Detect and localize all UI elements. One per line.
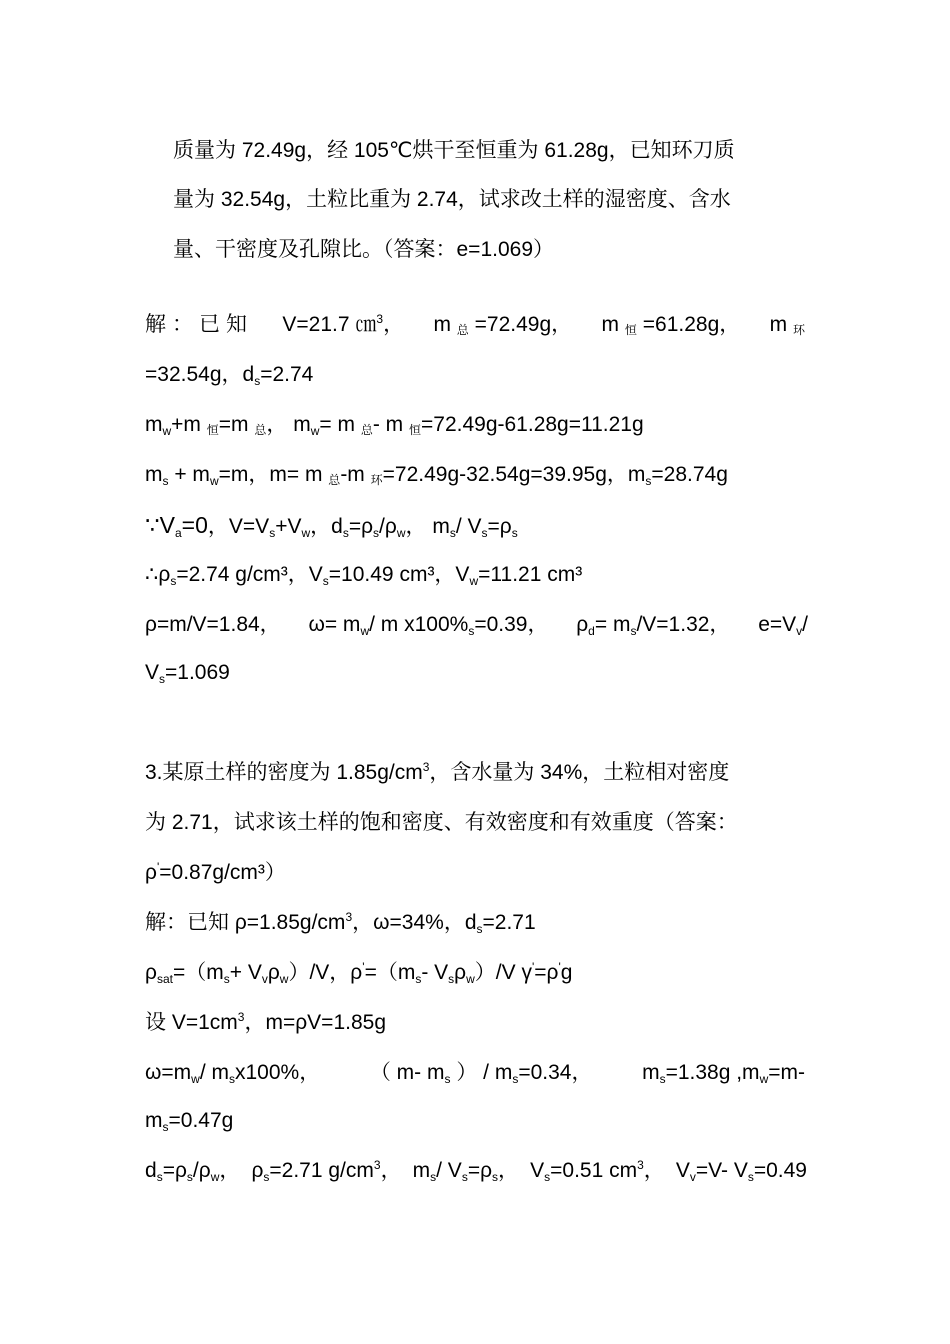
solution1-line-4: $m_s + m_w=m$，m= m 总-m 环=72.49g-32.54g=39.95g，$m_s=28.74g$ — [145, 463, 728, 488]
question3-line-4: 解：已知 $\rho=1.85g/cm^3$，ω=34%，$d_s=2.71$ — [145, 910, 536, 936]
question3-line-6: 设 $V=1cm^3$，m=ρV=1.85g — [145, 1010, 386, 1034]
solution1-line-3: $m_w+m$ 恒=m 总， $m_w= m$ 总- m 恒=72.49g-61.28g=11.21g — [145, 413, 644, 438]
solution1-line-7: ρ=m/V=1.84， $\omega= m_w/$ m $x100\%_s=0.39$， $\rho_d= m_s/V=1.32$， $e=V_v/$ — [145, 613, 808, 638]
question3-line-2: 为 2.71，试求该土样的饱和密度、有效密度和有效重度（答案： — [145, 811, 738, 834]
given-m-ring: m 环 — [769, 313, 805, 337]
question3-line-8: $m_s=0.47g$ — [145, 1109, 234, 1134]
question3-line-1: 3.某原土样的密度为 $1.85g/cm^3$，含水量为 34%，土粒相对密度 — [145, 760, 730, 784]
given-m-total: m 总 =72.49g， — [433, 313, 573, 337]
given-m-constant: m 恒 =61.28g， — [601, 313, 741, 337]
solution1-line-5: $\because V_a=0$，$V=V_s+V_w$，$d_s=\rho_s/\rho_w$， $m_s/$ $V_s=\rho_s$ — [145, 512, 518, 540]
question3-line-3: ρ'=0.87g/cm³） — [145, 860, 286, 884]
intro-line-1: 质量为 72.49g，经 105℃烘干至恒重为 61.28g，已知环刀质 — [173, 139, 735, 162]
intro-line-3: 量、干密度及孔隙比。（答案：e=1.069） — [173, 238, 554, 261]
given-volume: V=21.7 ㎝$^3$， — [282, 312, 405, 336]
solution1-line-1 — [145, 310, 825, 345]
question3-line-5: $\rho_{sat}=(m_s+ V_v\rho_w)/V$，$\rho'=(m_s-$ $V_s\rho_w)/V$ γ'=ρ'g — [145, 960, 573, 986]
question3-line-7: $\omega=m_w/$ $m_sx100\%$， （ m- $m_s$ ） / $m_s=0.34$， $m_s=1.38g$ $,m_w=m-$ — [145, 1061, 805, 1086]
question3-line-9: $d_s=\rho_s/\rho_w$， $\rho_s=2.71$ $g/cm^3$， $m_s/$ $V_s=\rho_s$， $V_s=0.51$ $cm^3$， $V_v=V-$ $V_s=0.49$ — [145, 1158, 807, 1184]
solution1-line-6: $\therefore\rho_s=2.74$ g/cm³，$V_s=10.49$ cm³，$V_w=11.21$ cm³ — [145, 563, 583, 588]
solution1-line-8: $V_s=1.069$ — [145, 661, 230, 686]
solution1-line-2: =32.54g，$d_s=2.74$ — [145, 363, 314, 388]
intro-line-2: 量为 32.54g，土粒比重为 2.74，试求改土样的湿密度、含水 — [173, 188, 731, 211]
given-label: 解：已知 — [145, 313, 253, 336]
